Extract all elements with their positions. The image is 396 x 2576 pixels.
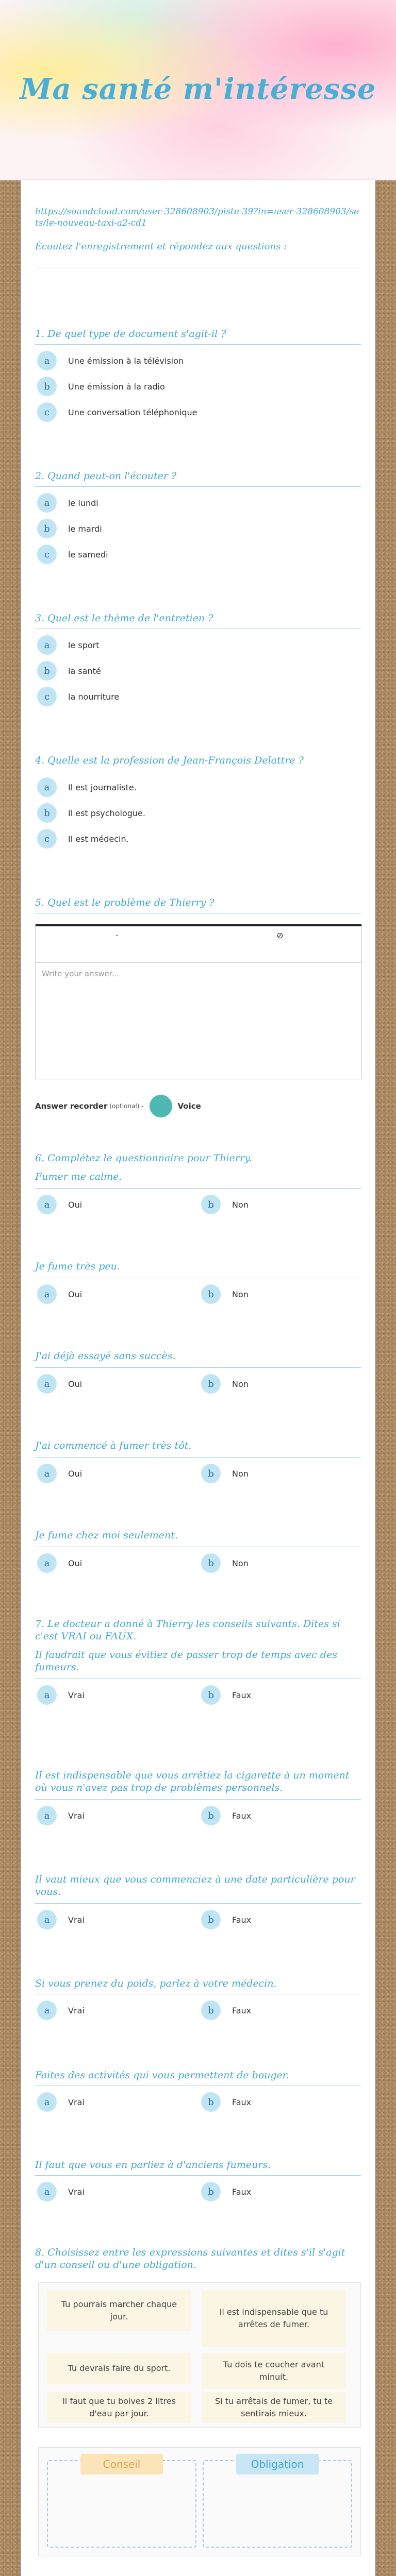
option-letter-icon: a: [37, 2001, 57, 2020]
q6-statement: J'ai commencé à fumer très tôt.: [35, 1440, 192, 1451]
q3-option-a[interactable]: [37, 635, 100, 655]
q7-2-option-a[interactable]: [37, 1805, 85, 1826]
option-label: Faux: [232, 1914, 252, 1925]
instruction-text: Écoutez l'enregistrement et répondez aux questions :: [35, 241, 287, 252]
expression-chip[interactable]: Tu dois te coucher avant minuit.: [202, 2353, 346, 2389]
expression-chip[interactable]: Il est indispensable que tu arrêtes de fumer.: [202, 2290, 346, 2347]
option-letter-icon: b: [201, 1685, 221, 1705]
option-letter-icon: c: [37, 687, 57, 706]
q6-4-option-b[interactable]: [201, 1463, 249, 1484]
q7-1-option-b[interactable]: [201, 1685, 251, 1705]
option-letter-icon: b: [201, 1195, 221, 1214]
option-label: Oui: [68, 1558, 82, 1568]
option-label: Non: [232, 1558, 249, 1568]
option-label: Vrai: [68, 1810, 85, 1821]
q2-option-a[interactable]: [37, 493, 98, 513]
question-divider: [35, 1367, 361, 1368]
option-label: Faux: [232, 2097, 252, 2107]
expression-chip[interactable]: Si tu arrêtais de fumer, tu te sentirais mieux.: [202, 2392, 346, 2423]
option-label: Une émission à la télévision: [68, 355, 184, 366]
option-letter-icon: a: [37, 1374, 57, 1394]
q2-option-c[interactable]: [37, 544, 108, 565]
option-label: la santé: [68, 666, 101, 676]
question-divider: [35, 1799, 361, 1800]
obligation-dropzone[interactable]: [203, 2460, 352, 2548]
record-voice-button[interactable]: [150, 1095, 172, 1117]
option-label: le lundi: [68, 498, 98, 508]
option-label: Non: [232, 1468, 249, 1479]
q6-1-option-a[interactable]: [37, 1194, 82, 1215]
option-letter-icon: a: [37, 1685, 57, 1705]
question-8-title: 8. Choisissez entre les expressions suivantes et dites s'il s'agit d'un conseil ou d'une obligation.: [35, 2247, 345, 2270]
q7-statement: Faites des activités qui vous permettent de bouger.: [35, 2070, 289, 2081]
option-label: Faux: [232, 2187, 252, 2197]
recorder-optional: (optional) -: [109, 1103, 144, 1110]
q3-option-c[interactable]: [37, 686, 119, 707]
q1-option-c[interactable]: [37, 402, 197, 422]
option-label: Oui: [68, 1468, 82, 1479]
dash-tool-button[interactable]: -: [116, 930, 119, 940]
question-4-title: 4. Quelle est la profession de Jean-François Delattre ?: [35, 755, 304, 766]
option-letter-icon: b: [37, 377, 57, 396]
option-label: le mardi: [68, 523, 102, 534]
expressions-bank: [38, 2282, 361, 2428]
q6-1-option-b[interactable]: [201, 1194, 249, 1215]
answer-textarea[interactable]: Write your answer...: [42, 969, 119, 978]
question-divider: [35, 1903, 361, 1904]
voice-label: Voice: [177, 1101, 201, 1111]
conseil-dropzone[interactable]: [47, 2460, 196, 2548]
page-title: Ma santé m'intéresse: [20, 72, 376, 106]
option-letter-icon: c: [37, 829, 57, 849]
q6-2-option-a[interactable]: [37, 1284, 82, 1304]
q7-1-option-a[interactable]: [37, 1685, 85, 1705]
q6-3-option-b[interactable]: [201, 1374, 249, 1394]
category-area: [38, 2447, 361, 2556]
answer-recorder: [35, 1095, 201, 1117]
question-1-title: 1. De quel type de document s'agit-il ?: [35, 328, 226, 340]
option-letter-icon: a: [37, 493, 57, 513]
expression-chip[interactable]: Tu devrais faire du sport.: [47, 2353, 191, 2384]
option-label: Faux: [232, 1810, 252, 1821]
question-2-title: 2. Quand peut-on l'écouter ?: [35, 470, 177, 482]
option-label: Vrai: [68, 2097, 85, 2107]
q6-5-option-a[interactable]: [37, 1553, 82, 1573]
q4-option-a[interactable]: [37, 777, 137, 798]
editor-toolbar: [36, 924, 361, 963]
option-letter-icon: a: [37, 2182, 57, 2201]
q7-4-option-a[interactable]: [37, 2000, 85, 2021]
q6-3-option-a[interactable]: [37, 1374, 82, 1394]
expression-chip[interactable]: Il faut que tu boives 2 litres d'eau par jour.: [47, 2392, 191, 2423]
option-label: Vrai: [68, 1914, 85, 1925]
option-letter-icon: b: [201, 2001, 221, 2020]
q7-statement: Il est indispensable que vous arrêtiez la cigarette à un moment où vous n'avez pas trop de problèmes personnels.: [35, 1770, 350, 1793]
question-divider: [35, 344, 361, 345]
worksheet-card: [21, 180, 375, 2576]
obligation-header: Obligation: [236, 2454, 319, 2475]
option-label: Il est médecin.: [68, 834, 129, 844]
option-letter-icon: b: [37, 661, 57, 681]
question-divider: [35, 486, 361, 487]
option-letter-icon: a: [37, 1284, 57, 1304]
option-letter-icon: a: [37, 1910, 57, 1929]
option-label: Il est psychologue.: [68, 808, 145, 818]
option-letter-icon: c: [37, 402, 57, 422]
option-letter-icon: a: [37, 1553, 57, 1573]
question-divider: [35, 2175, 361, 2176]
source-link[interactable]: https://soundcloud.com/user-328608903/piste-39?in=user-328608903/sets/le-nouveau-taxi-a2-cd1: [35, 207, 359, 228]
option-label: Une conversation téléphonique: [68, 407, 197, 417]
expression-chip[interactable]: Tu pourrais marcher chaque jour.: [47, 2290, 191, 2331]
option-letter-icon: a: [37, 351, 57, 370]
option-label: Non: [232, 1199, 249, 1210]
q6-5-option-b[interactable]: [201, 1553, 249, 1573]
q6-4-option-a[interactable]: [37, 1463, 82, 1484]
option-letter-icon: a: [37, 777, 57, 797]
q1-option-a[interactable]: [37, 350, 184, 371]
option-label: Vrai: [68, 2187, 85, 2197]
q7-3-option-b[interactable]: [201, 1909, 251, 1930]
option-letter-icon: b: [201, 1910, 221, 1929]
question-3-title: 3. Quel est le thème de l'entretien ?: [35, 613, 213, 624]
q7-3-option-a[interactable]: [37, 1909, 85, 1930]
option-letter-icon: a: [37, 1195, 57, 1214]
option-label: Une émission à la radio: [68, 381, 165, 392]
option-label: la nourriture: [68, 691, 120, 702]
q1-option-b[interactable]: [37, 376, 165, 397]
q6-statement: Je fume très peu.: [35, 1261, 120, 1272]
option-label: Vrai: [68, 2005, 85, 2015]
option-label: Faux: [232, 1690, 252, 1700]
option-label: le samedi: [68, 549, 108, 560]
option-letter-icon: a: [37, 1464, 57, 1483]
option-letter-icon: b: [201, 1284, 221, 1304]
option-letter-icon: b: [201, 2182, 221, 2201]
q4-option-b[interactable]: [37, 803, 145, 823]
option-label: le sport: [68, 640, 100, 650]
clear-tool-button[interactable]: ⊘: [276, 930, 284, 940]
q7-5-option-a[interactable]: [37, 2092, 85, 2112]
q4-option-c[interactable]: [37, 828, 129, 849]
answer-editor: [35, 924, 362, 1079]
question-divider: [35, 1188, 361, 1189]
option-label: Oui: [68, 1379, 82, 1389]
option-label: Il est journaliste.: [68, 782, 137, 792]
question-6-title: 6. Complétez le questionnaire pour Thierry.: [35, 1153, 252, 1164]
q3-option-b[interactable]: [37, 660, 101, 681]
option-label: Non: [232, 1289, 249, 1299]
option-label: Oui: [68, 1289, 82, 1299]
option-letter-icon: a: [37, 2092, 57, 2112]
q6-statement: Fumer me calme.: [35, 1171, 122, 1182]
recorder-label: Answer recorder: [35, 1101, 108, 1111]
option-label: Oui: [68, 1199, 82, 1210]
option-letter-icon: b: [37, 803, 57, 823]
q6-statement: J'ai déjà essayé sans succès.: [35, 1350, 176, 1362]
option-letter-icon: b: [201, 2092, 221, 2112]
conseil-header: Conseil: [80, 2454, 163, 2475]
option-letter-icon: b: [37, 519, 57, 538]
option-letter-icon: b: [201, 1374, 221, 1394]
q7-6-option-a[interactable]: [37, 2181, 85, 2202]
option-label: Vrai: [68, 1690, 85, 1700]
question-7-title: 7. Le docteur a donné à Thierry les conseils suivants. Dites si c'est VRAI ou FAUX.: [35, 1618, 340, 1642]
option-label: Non: [232, 1379, 249, 1389]
option-letter-icon: a: [37, 635, 57, 655]
q6-statement: Je fume chez moi seulement.: [35, 1530, 178, 1541]
q6-2-option-b[interactable]: [201, 1284, 249, 1304]
question-5-title: 5. Quel est le problème de Thierry ?: [35, 897, 214, 908]
option-letter-icon: a: [37, 1806, 57, 1825]
q7-5-option-b[interactable]: [201, 2092, 251, 2112]
option-letter-icon: b: [201, 1806, 221, 1825]
option-letter-icon: b: [201, 1553, 221, 1573]
q7-2-option-b[interactable]: [201, 1805, 251, 1826]
header-banner: [0, 0, 396, 180]
q7-6-option-b[interactable]: [201, 2181, 251, 2202]
option-letter-icon: c: [37, 545, 57, 564]
q7-statement: Il faudrait que vous évitiez de passer trop de temps avec des fumeurs.: [35, 1649, 338, 1673]
q7-statement: Il vaut mieux que vous commenciez à une date particulière pour vous.: [35, 1874, 355, 1897]
q7-statement: Si vous prenez du poids, parlez à votre médecin.: [35, 1978, 277, 1989]
q7-4-option-b[interactable]: [201, 2000, 251, 2021]
q7-statement: Il faut que vous en parliez à d'anciens fumeurs.: [35, 2159, 271, 2171]
option-label: Faux: [232, 2005, 252, 2015]
q2-option-b[interactable]: [37, 518, 102, 539]
question-divider: [35, 1457, 361, 1458]
option-letter-icon: b: [201, 1464, 221, 1483]
